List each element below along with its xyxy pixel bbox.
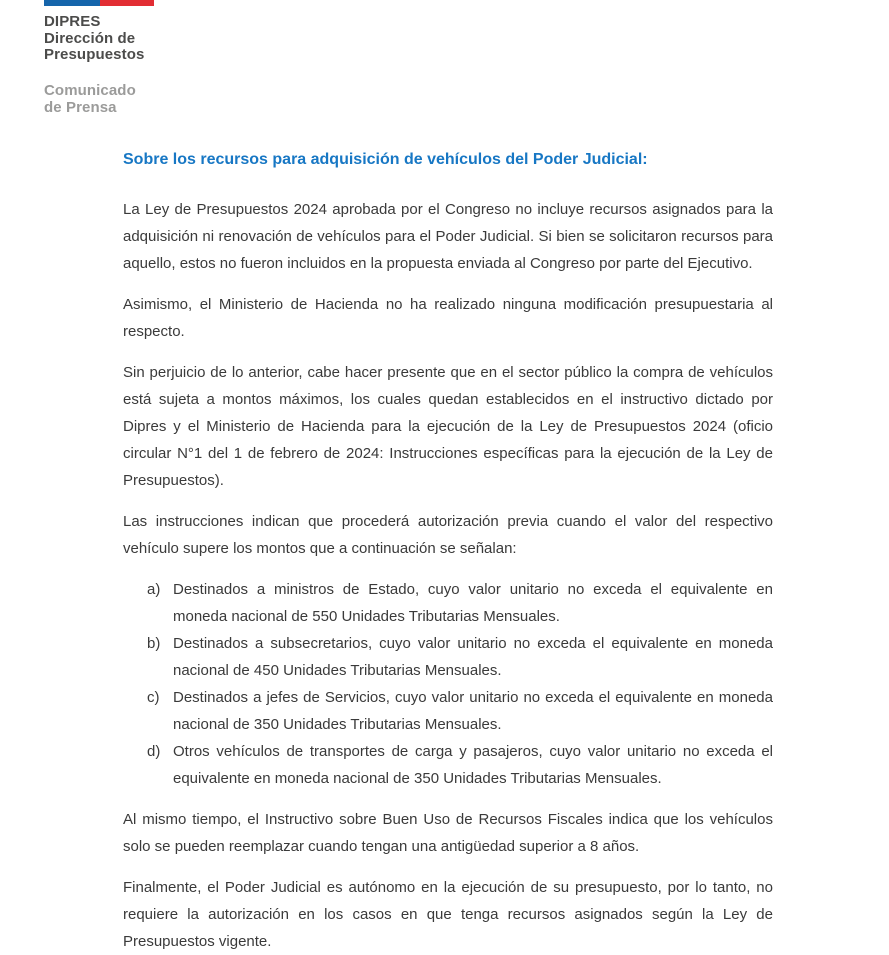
document-body <box>123 150 773 955</box>
list-item-c <box>123 684 773 738</box>
document-title: Sobre los recursos para adquisición de vehículos del Poder Judicial: <box>123 151 648 168</box>
list-text-d: Otros vehículos de transportes de carga y pasajeros, cuyo valor unitario no exceda el equivalente en moneda nacional de 350 Unidades Tributarias Mensuales. <box>173 743 773 787</box>
list-marker-b: b) <box>147 635 161 652</box>
doc-type-line2: de Prensa <box>44 99 117 116</box>
list-text-a: Destinados a ministros de Estado, cuyo valor unitario no exceda el equivalente en moneda nacional de 550 Unidades Tributarias Mensuales. <box>173 581 773 625</box>
org-acronym: DIPRES <box>44 13 101 30</box>
paragraph-1: La Ley de Presupuestos 2024 aprobada por el Congreso no incluye recursos asignados para la adquisición ni renovación de vehículos para el Poder Judicial. Si bien se solicitaron recursos para aquello, estos no fueron incluidos en la propuesta enviada al Congreso por parte del Ejecutivo. <box>123 201 773 272</box>
org-name-line1: Dirección de <box>44 29 136 47</box>
flag-red-segment <box>100 0 154 6</box>
paragraph-3: Sin perjuicio de lo anterior, cabe hacer presente que en el sector público la compra de vehículos está sujeta a montos máximos, los cuales quedan establecidos en el instructivo dictado por Dipres y el Ministerio de Hacienda para la ejecución de la Ley de Presupuestos 2024 (oficio circular N°1 del 1 de febrero de 2024: Instrucciones específicas para la ejecución de la Ley de Presupuestos). <box>123 364 773 489</box>
org-name-line2: Presupuestos <box>44 46 145 63</box>
document-type-label <box>44 82 136 116</box>
list-item-a <box>123 576 773 630</box>
vehicle-limits-list <box>123 576 773 792</box>
list-marker-c: c) <box>147 689 160 706</box>
list-item-b <box>123 630 773 684</box>
list-marker-d: d) <box>147 743 161 760</box>
list-item-d <box>123 738 773 792</box>
paragraph-4-list-intro: Las instrucciones indican que procederá autorización previa cuando el valor del respectivo vehículo supere los montos que a continuación se señalan: <box>123 513 773 557</box>
paragraph-2: Asimismo, el Ministerio de Hacienda no ha realizado ninguna modificación presupuestaria al respecto. <box>123 296 773 340</box>
paragraph-5: Al mismo tiempo, el Instructivo sobre Buen Uso de Recursos Fiscales indica que los vehículos solo se pueden reemplazar cuando tengan una antigüedad superior a 8 años. <box>123 811 773 855</box>
flag-blue-segment <box>44 0 100 6</box>
list-text-c: Destinados a jefes de Servicios, cuyo valor unitario no exceda el equivalente en moneda nacional de 350 Unidades Tributarias Mensuales. <box>173 689 773 733</box>
doc-type-line1: Comunicado <box>44 82 136 99</box>
list-text-b: Destinados a subsecretarios, cuyo valor unitario no exceda el equivalente en moneda nacional de 450 Unidades Tributarias Mensuales. <box>173 635 773 679</box>
dipres-logo <box>44 14 144 64</box>
paragraph-6: Finalmente, el Poder Judicial es autónomo en la ejecución de su presupuesto, por lo tanto, no requiere la autorización en los casos en que tenga recursos asignados según la Ley de Presupuestos vigente. <box>123 879 773 950</box>
list-marker-a: a) <box>147 581 161 598</box>
chile-flag-bar <box>44 0 154 6</box>
